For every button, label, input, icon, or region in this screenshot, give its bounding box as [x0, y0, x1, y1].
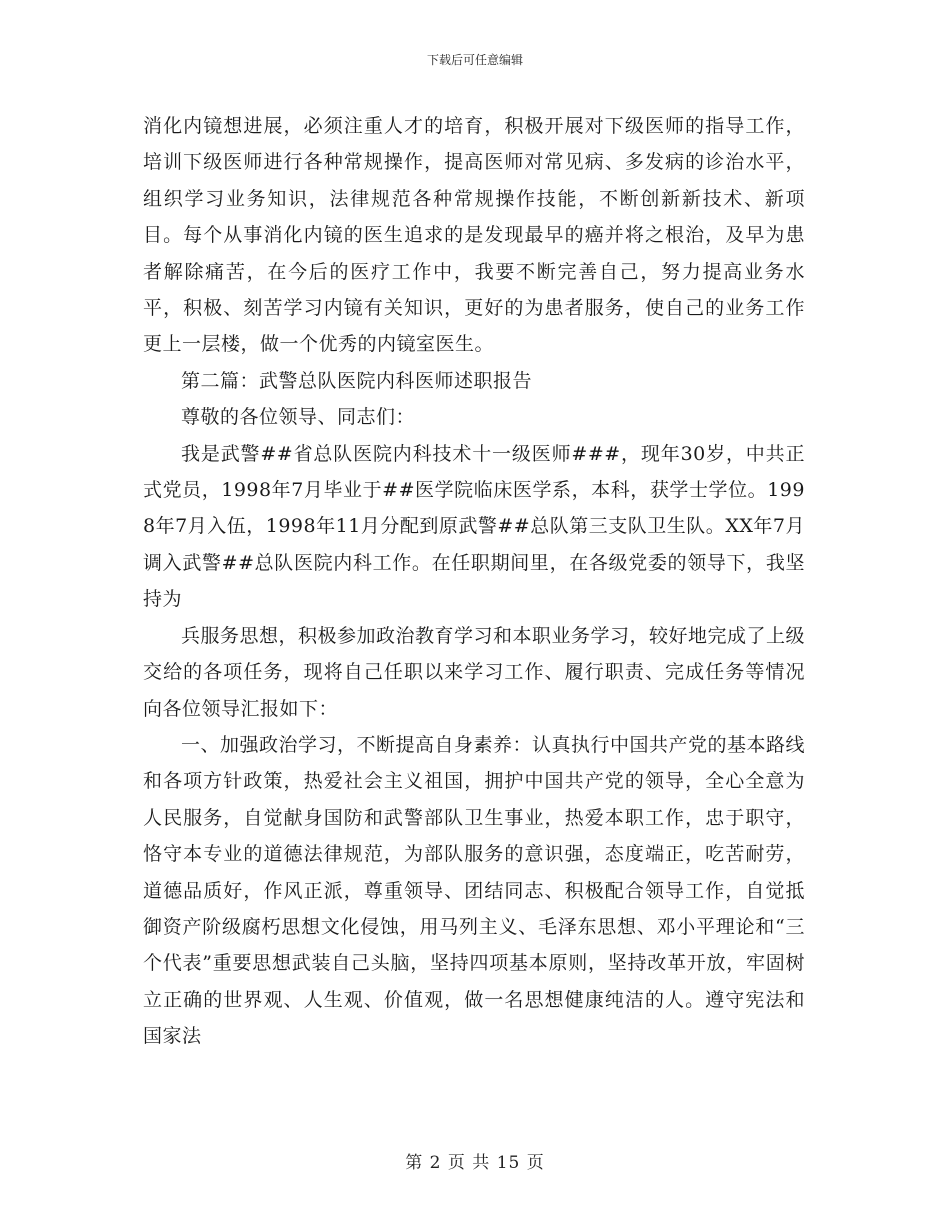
salutation: 尊敬的各位领导、同志们：: [181, 406, 416, 429]
page-footer: [0, 1153, 950, 1173]
footer-suffix: 页: [526, 1153, 545, 1173]
footer-middle: 页 共: [447, 1153, 491, 1173]
footer-prefix: 第: [405, 1153, 424, 1173]
footer-total-pages: 15: [496, 1153, 521, 1173]
paragraph-intro: 我是武警##省总队医院内科技术十一级医师###，现年30岁，中共正式党员，1998年7月毕业于##医学院临床医学系，本科，获学士学位。1998年7月入伍，1998年11月分配到原武警##总队第三支队卫生队。XX年7月调入武警##总队医院内科工作。在任职期间里，在各级党委的领导下，我坚持为: [143, 442, 805, 611]
paragraph-1: 消化内镜想进展，必须注重人才的培育，积极开展对下级医师的指导工作，培训下级医师进行各种常规操作，提高医师对常见病、多发病的诊治水平，组织学习业务知识，法律规范各种常规操作技能，不断创新新技术、新项目。每个从事消化内镜的医生追求的是发现最早的癌并将之根治，及早为患者解除痛苦，在今后的医疗工作中，我要不断完善自己，努力提高业务水平，积极、刻苦学习内镜有关知识，更好的为患者服务，使自己的业务工作更上一层楼，做一个优秀的内镜室医生。: [143, 115, 805, 356]
paragraph-politics: 一、加强政治学习，不断提高自身素养：认真执行中国共产党的基本路线和各项方针政策，热爱社会主义祖国，拥护中国共产党的领导，全心全意为人民服务，自觉献身国防和武警部队卫生事业，热爱本职工作，忠于职守，恪守本专业的道德法律规范，为部队服务的意识强，态度端正，吃苦耐劳，道德品质好，作风正派，尊重领导、团结同志、积极配合领导工作，自觉抵御资产阶级腐朽思想文化侵蚀，用马列主义、毛泽东思想、邓小平理论和“三个代表”重要思想武装自己头脑，坚持四项基本原则，坚持改革开放，牢固树立正确的世界观、人生观、价值观，做一名思想健康纯洁的人。遵守宪法和国家法: [143, 733, 806, 1048]
header-text: 下载后可任意编辑: [426, 53, 523, 67]
section-heading: 第二篇：武警总队医院内科医师述职报告: [181, 369, 533, 392]
footer-page-number: 2: [429, 1153, 442, 1173]
page-header: [0, 52, 950, 68]
paragraph-continuation: 兵服务思想，积极参加政治教育学习和本职业务学习，较好地完成了上级交给的各项任务，现将自己任职以来学习工作、履行职责、完成任务等情况向各位领导汇报如下：: [143, 624, 806, 720]
document-body: [143, 108, 805, 1055]
